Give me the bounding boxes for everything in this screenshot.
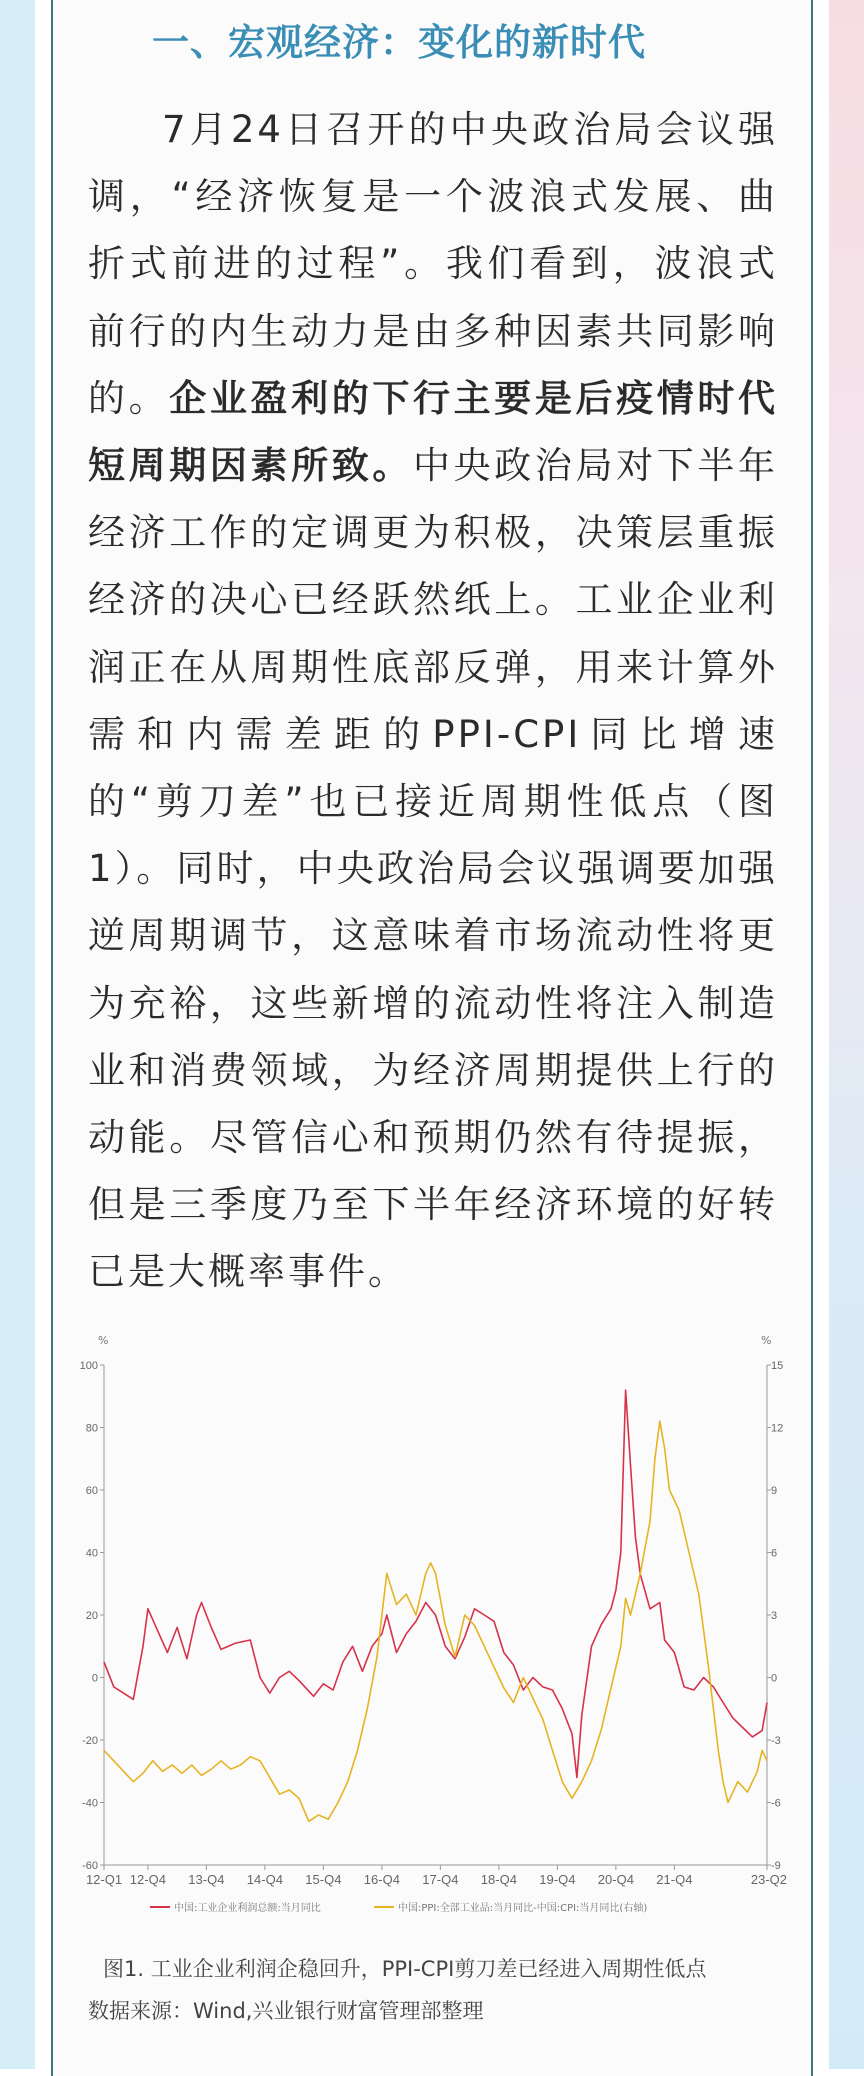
x-tick-label: 18-Q4 xyxy=(480,1872,517,1887)
section-heading: 一、宏观经济：变化的新时代 xyxy=(152,21,646,64)
article-body xyxy=(88,96,778,1306)
right-tick-label: -3 xyxy=(771,1735,781,1747)
profit-series-line xyxy=(104,1390,767,1778)
article-paragraph xyxy=(88,96,778,1306)
legend-label: 中国:PPI:全部工业品:当月同比-中国:CPI:当月同比(右轴) xyxy=(398,1903,648,1914)
left-tick-label: 20 xyxy=(85,1610,98,1622)
legend-label: 中国:工业企业利润总额:当月同比 xyxy=(174,1903,321,1914)
left-tick-label: 60 xyxy=(85,1485,98,1497)
left-tick-label: 0 xyxy=(91,1672,98,1685)
paragraph-text-start: 7月24日召开的中央政治局会议强调，“经济恢复是一个波浪式发展、曲折式前进的过程”。我们看到，波浪式前行的内生动力是由多种因素共同影响的。 xyxy=(88,108,778,420)
x-tick-label: 23-Q2 xyxy=(750,1872,787,1887)
data-source-note: 数据来源：Wind,兴业银行财富管理部整理 xyxy=(88,1999,484,2023)
ppi-cpi-series-line xyxy=(104,1421,767,1821)
line-chart-svg xyxy=(79,1330,788,1930)
x-tick-label: 12-Q4 xyxy=(129,1872,166,1887)
x-tick-label: 20-Q4 xyxy=(597,1872,634,1887)
right-tick-label: 12 xyxy=(771,1422,784,1435)
right-tick-label: 9 xyxy=(771,1485,778,1497)
x-tick-label: 12-Q1 xyxy=(85,1872,123,1887)
right-axis-ticks xyxy=(767,1360,783,1872)
x-tick-label: 17-Q4 xyxy=(422,1872,459,1887)
right-tick-label: 6 xyxy=(771,1547,778,1560)
x-tick-label: 19-Q4 xyxy=(539,1872,576,1887)
paragraph-text-rest: 中央政治局对下半年经济工作的定调更为积极，决策层重振经济的决心已经跃然纸上。工业企业利润正在从周期性底部反弹，用来计算外需和内需差距的PPI-CPI同比增速的“剪刀差”也已接近周期性低点（图1）。同时，中央政治局会议强调要加强逆周期调节，这意味着市场流动性将更为充裕，这些新增的流动性将注入制造业和消费领域，为经济周期提供上行的动能。尽管信心和预期仍然有待提振，但是三季度乃至下半年经济环境的好转已是大概率事件。 xyxy=(88,444,778,1294)
left-tick-label: -40 xyxy=(82,1797,98,1810)
left-tick-label: 40 xyxy=(85,1547,98,1560)
x-tick-label: 13-Q4 xyxy=(188,1872,225,1887)
right-tick-label: 15 xyxy=(771,1360,784,1372)
chart-legend xyxy=(150,1901,647,1914)
x-tick-label: 15-Q4 xyxy=(305,1872,342,1887)
right-tick-label: -6 xyxy=(771,1797,781,1810)
series-lines xyxy=(104,1390,767,1821)
right-axis-unit: % xyxy=(761,1334,772,1347)
left-tick-label: 80 xyxy=(85,1422,98,1435)
left-tick-label: -60 xyxy=(82,1860,98,1872)
left-tick-label: -20 xyxy=(82,1735,98,1747)
right-tick-label: -9 xyxy=(771,1860,781,1872)
left-side-band xyxy=(0,0,35,2069)
left-axis-unit: % xyxy=(98,1334,109,1347)
paragraph-bold-text: 企业盈利的下行主要是后疫情时代短周期因素所致。 xyxy=(88,376,778,488)
figure-caption: 图1. 工业企业利润企稳回升，PPI-CPI剪刀差已经进入周期性低点 xyxy=(103,1957,707,1981)
right-side-band xyxy=(829,0,864,2069)
x-tick-label: 16-Q4 xyxy=(363,1872,400,1887)
right-tick-label: 3 xyxy=(771,1610,778,1622)
left-tick-label: 100 xyxy=(79,1360,98,1372)
x-axis-ticks xyxy=(86,1865,787,1887)
right-tick-label: 0 xyxy=(771,1672,778,1685)
x-tick-label: 21-Q4 xyxy=(656,1872,693,1887)
figure-1-chart xyxy=(79,1330,788,1930)
x-tick-label: 14-Q4 xyxy=(246,1872,283,1887)
